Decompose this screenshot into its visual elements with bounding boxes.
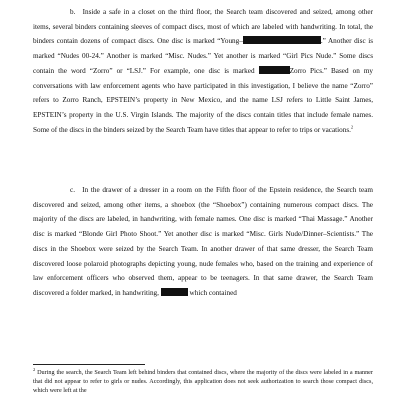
paragraph-c-text-1: c. In the drawer of a dresser in a room on the Fifth floor of the Epstein residence, the Search team discovered and seized, among other items, a shoebox (the “Shoebox”) containing numerous compact discs. The majority of the discs are labeled, in handwriting, with female names. One disc is marked “Thai Massage.” Another disc is marked “Blonde Girl Photo Shoot.” Yet another disc is marked “Misc. Girls Nude/Dinner–Scientists.” The discs in the Shoebox were seized by the Search Team. In another drawer of that same dresser, the Search Team discovered loose polaroid photographs depicting young, nude females who, based on the training and experience of law enforcement officers who observed them, appear to be teenagers. In that same drawer, the Search Team discovered a folder marked, in handwriting, <box>33 186 373 297</box>
footnote-divider <box>33 364 145 365</box>
paragraph-c <box>33 183 373 301</box>
footnote-text: During the search, the Search Team left behind binders that contained discs, where the majority of the discs were labeled in a manner that did not appear to refer to girls or nudes. Accordingly, this application does not seek authorization to search those compact discs, which were left at the <box>33 369 373 394</box>
redaction-box <box>243 36 321 44</box>
paragraph-b-text-1: b. Inside a safe in a closet on the third floor, the Search team discovered and seized, among other items, several binders containing sleeves of compact discs, most of which are labeled with handwriting. In total, the binders contain dozens of compact discs. One disc is marked “Young– <box>33 8 373 46</box>
redaction-box <box>161 288 188 296</box>
footnote <box>33 366 373 396</box>
footnote-number: 2 <box>33 366 36 372</box>
paragraph-b <box>33 5 373 137</box>
footnote-reference: 2 <box>350 124 354 130</box>
paragraph-c-text-2: which contained <box>187 288 237 297</box>
redaction-box <box>259 66 290 74</box>
paragraph-b-text-3: Zorro Pics.” Based on my conversations with law enforcement agents who have participated in this investigation, I believe the name “Zorro” refers to Zorro Ranch, EPSTEIN’s property in New Mexico, and the name LSJ refers to Little Saint James, EPSTEIN’s property in the U.S. Virgin Islands. The majority of the discs contain titles that include female names. Some of the discs in the binders seized by the Search Team have titles that appear to refer to trips or vacations. <box>33 66 374 134</box>
paragraph-b-text-2: .” Another disc is marked “Nudes 00-24.” Another is marked “Misc. Nudes.” Yet another is marked “Girl Pics Nude.” Some discs contain the word “Zorro” or “LSJ.” For example, one disc is marked <box>33 37 373 75</box>
